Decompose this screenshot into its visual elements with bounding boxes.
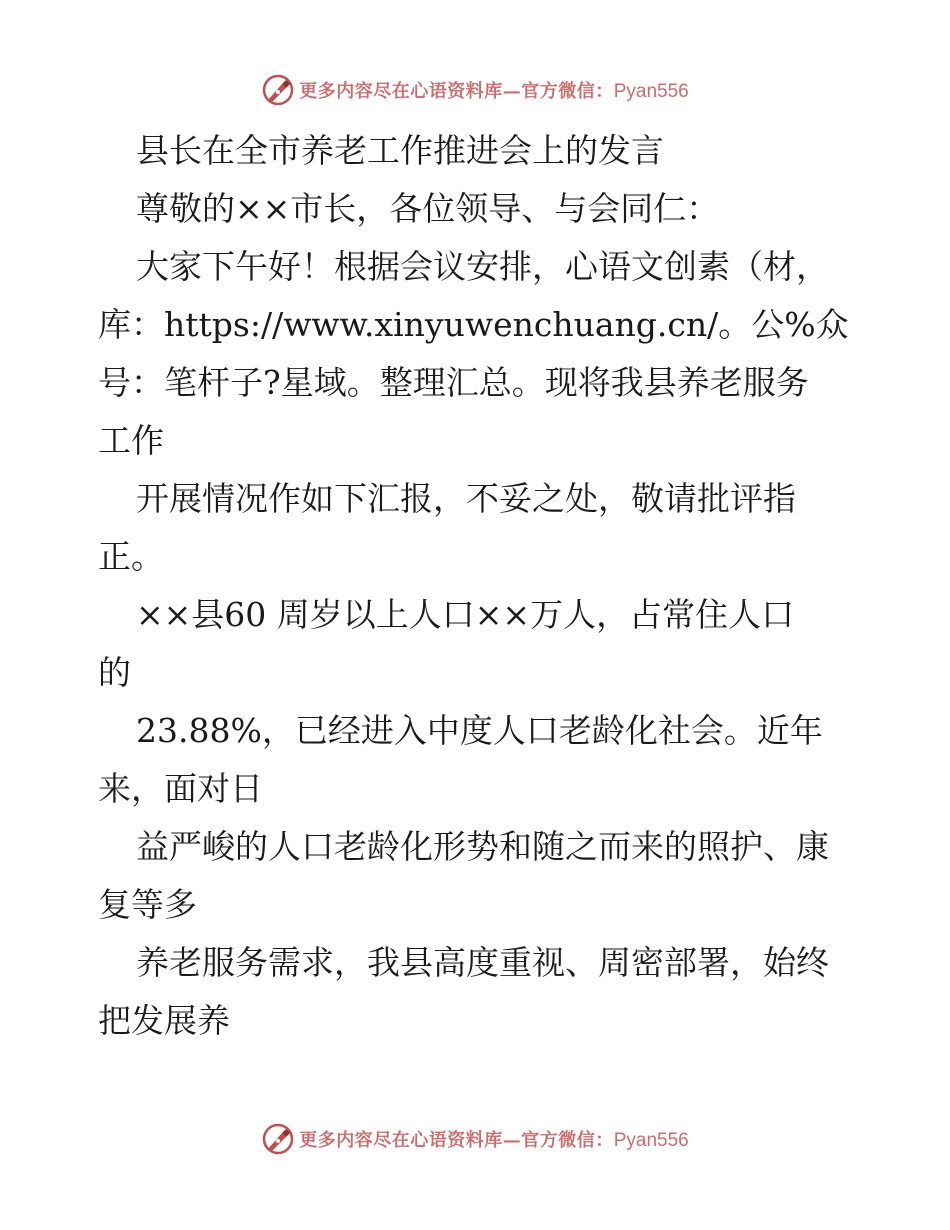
- paragraph-line: 的: [98, 653, 131, 692]
- footer-banner: [0, 1119, 950, 1159]
- paragraph-line: 开展情况作如下汇报，不妥之处，敬请批评指: [136, 479, 796, 518]
- pen-logo-icon: [261, 73, 295, 107]
- paragraph-line: 大家下午好！根据会议安排，心语文创素（材，: [136, 247, 829, 286]
- paragraph-line: 正。: [98, 537, 164, 576]
- wechat-id: Pyan556: [613, 1130, 689, 1151]
- wechat-id: Pyan556: [613, 81, 689, 102]
- paragraph-line: 复等多: [98, 885, 197, 924]
- document-title: 县长在全市养老工作推进会上的发言: [136, 131, 664, 170]
- banner-text: [299, 77, 689, 103]
- paragraph-line: 来，面对日: [98, 769, 263, 808]
- banner-label: 更多内容尽在心语资料库—官方微信：: [299, 1130, 614, 1151]
- header-banner: [0, 70, 950, 110]
- paragraph-line: 把发展养: [98, 1001, 230, 1040]
- salutation: 尊敬的××市长，各位领导、与会同仁：: [136, 189, 720, 228]
- banner-text: [299, 1126, 689, 1152]
- paragraph-line: 号：笔杆子?星域。整理汇总。现将我县养老服务: [98, 363, 809, 402]
- paragraph-line: 益严峻的人口老龄化形势和随之而来的照护、康: [136, 827, 829, 866]
- paragraph-line: 工作: [98, 421, 164, 460]
- paragraph-line: 库：https://www.xinyuwenchuang.cn/。公%众: [98, 305, 849, 344]
- banner-label: 更多内容尽在心语资料库—官方微信：: [299, 81, 614, 102]
- paragraph-line: 养老服务需求，我县高度重视、周密部署，始终: [136, 943, 829, 982]
- pen-logo-icon: [261, 1122, 295, 1156]
- document-body: [98, 122, 858, 1050]
- paragraph-line: 23.88%，已经进入中度人口老龄化社会。近年: [136, 711, 823, 750]
- paragraph-line: ××县60 周岁以上人口××万人，占常住人口: [136, 595, 795, 634]
